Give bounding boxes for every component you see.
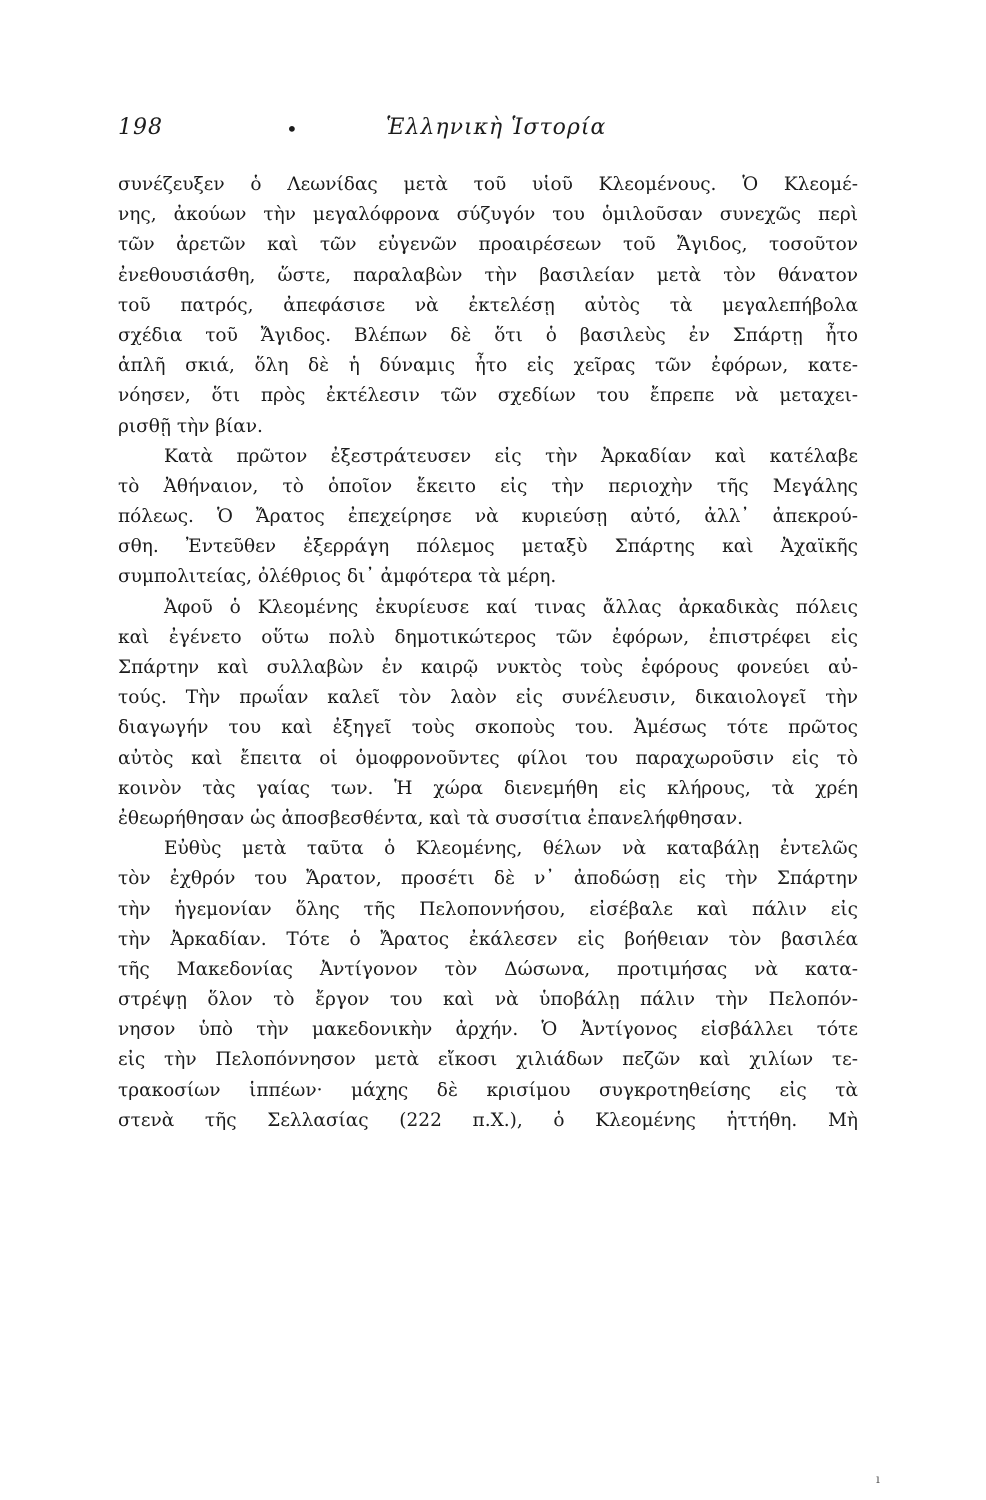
- text-line: Ἀφοῦ ὁ Κλεομένης ἐκυρίευσε καί τινας ἄλλας ἀρκαδικὰς πόλεις: [164, 596, 858, 618]
- text-line: ἐθεωρήθησαν ὡς ἀποσβεσθέντα, καὶ τὰ συσσίτια ἐπανελήφθησαν.: [118, 807, 743, 829]
- text-line: τοῦ πατρός, ἀπεφάσισε νὰ ἐκτελέσῃ αὐτὸς τὰ μεγαλεπήβολα: [118, 294, 858, 316]
- text-line: εἰς τὴν Πελοπόννησον μετὰ εἴκοσι χιλιάδων πεζῶν καὶ χιλίων τε-: [118, 1049, 858, 1071]
- text-line: ἐνεθουσιάσθη, ὥστε, παραλαβὼν τὴν βασιλείαν μετὰ τὸν θάνατον: [118, 264, 858, 286]
- text-line: ρισθῇ τὴν βίαν.: [118, 415, 263, 437]
- text-line: ἁπλῆ σκιά, ὅλη δὲ ἡ δύναμις ἦτο εἰς χεῖρας τῶν ἐφόρων, κατε-: [118, 355, 858, 377]
- text-line: τῶν ἀρετῶν καὶ τῶν εὐγενῶν προαιρέσεων τοῦ Ἄγιδος, τοσοῦτον: [118, 234, 858, 256]
- running-title: Ἑλληνικὴ Ἱστορία: [386, 115, 607, 140]
- text-line: συμπολιτείας, ὀλέθριος δι᾽ ἀμφότερα τὰ μέρη.: [118, 566, 557, 588]
- text-line: Σπάρτην καὶ συλλαβὼν ἐν καιρῷ νυκτὸς τοὺς ἐφόρους φονεύει αὐ-: [118, 657, 858, 678]
- text-line: διαγωγήν του καὶ ἐξηγεῖ τοὺς σκοποὺς του. Ἀμέσως τότε πρῶτος: [118, 717, 858, 739]
- text-line: στενὰ τῆς Σελλασίας (222 π.Χ.), ὁ Κλεομένης ἡττήθη. Μὴ: [118, 1109, 858, 1131]
- text-line: Κατὰ πρῶτον ἐξεστράτευσεν εἰς τὴν Ἀρκαδίαν καὶ κατέλαβε: [164, 445, 858, 467]
- text-line: σθη. Ἐντεῦθεν ἐξερράγη πόλεμος μεταξὺ Σπάρτης καὶ Ἀχαϊκῆς: [118, 536, 858, 558]
- text-line: νόησεν, ὅτι πρὸς ἐκτέλεσιν τῶν σχεδίων του ἔπρεπε νὰ μεταχει-: [118, 385, 858, 407]
- text-line: στρέψῃ ὅλον τὸ ἔργον του καὶ νὰ ὑποβάλῃ πάλιν τὴν Πελοπόν-: [118, 989, 858, 1011]
- header-separator: •: [286, 117, 298, 141]
- text-line: τούς. Τὴν πρωΐαν καλεῖ τὸν λαὸν εἰς συνέλευσιν, δικαιολογεῖ τὴν: [118, 687, 858, 709]
- text-line: τρακοσίων ἱππέων· μάχης δὲ κρισίμου συγκροτηθείσης εἰς τὰ: [118, 1079, 858, 1101]
- text-line: συνέζευξεν ὁ Λεωνίδας μετὰ τοῦ υἱοῦ Κλεομένους. Ὁ Κλεομέ-: [118, 174, 858, 195]
- text-line: κοινὸν τὰς γαίας των. Ἡ χώρα διενεμήθη εἰς κλήρους, τὰ χρέη: [118, 777, 858, 799]
- text-line: τῆς Μακεδονίας Ἀντίγονον τὸν Δώσωνα, προτιμήσας νὰ κατα-: [118, 958, 858, 980]
- text-line: τὸ Ἀθήναιον, τὸ ὁποῖον ἔκειτο εἰς τὴν περιοχὴν τῆς Μεγάλης: [118, 475, 858, 497]
- page-mark: ı: [876, 1472, 880, 1486]
- text-line: νησον ὑπὸ τὴν μακεδονικὴν ἀρχήν. Ὁ Ἀντίγονος εἰσβάλλει τότε: [118, 1019, 858, 1041]
- text-line: τὸν ἐχθρόν του Ἄρατον, προσέτι δὲ ν᾽ ἀποδώσῃ εἰς τὴν Σπάρτην: [118, 868, 858, 890]
- text-line: αὐτὸς καὶ ἔπειτα οἱ ὁμοφρονοῦντες φίλοι του παραχωροῦσιν εἰς τὸ: [118, 747, 858, 769]
- text-line: τὴν Ἀρκαδίαν. Τότε ὁ Ἄρατος ἐκάλεσεν εἰς βοήθειαν τὸν βασιλέα: [118, 928, 858, 950]
- text-line: Εὐθὺς μετὰ ταῦτα ὁ Κλεομένης, θέλων νὰ καταβάλῃ ἐντελῶς: [164, 838, 858, 860]
- text-line: πόλεως. Ὁ Ἄρατος ἐπεχείρησε νὰ κυριεύσῃ αὐτό, ἀλλ᾽ ἀπεκρού-: [118, 506, 858, 528]
- text-line: νης, ἀκούων τὴν μεγαλόφρονα σύζυγόν του ὁμιλοῦσαν συνεχῶς περὶ: [118, 204, 858, 226]
- page-number: 198: [118, 115, 163, 140]
- text-line: καὶ ἐγένετο οὕτω πολὺ δημοτικώτερος τῶν ἐφόρων, ἐπιστρέφει εἰς: [118, 626, 858, 648]
- body-text: [118, 170, 858, 1136]
- text-line: σχέδια τοῦ Ἄγιδος. Βλέπων δὲ ὅτι ὁ βασιλεὺς ἐν Σπάρτῃ ἦτο: [118, 324, 858, 346]
- page-header: [118, 115, 878, 149]
- text-line: τὴν ἡγεμονίαν ὅλης τῆς Πελοποννήσου, εἰσέβαλε καὶ πάλιν εἰς: [118, 898, 858, 920]
